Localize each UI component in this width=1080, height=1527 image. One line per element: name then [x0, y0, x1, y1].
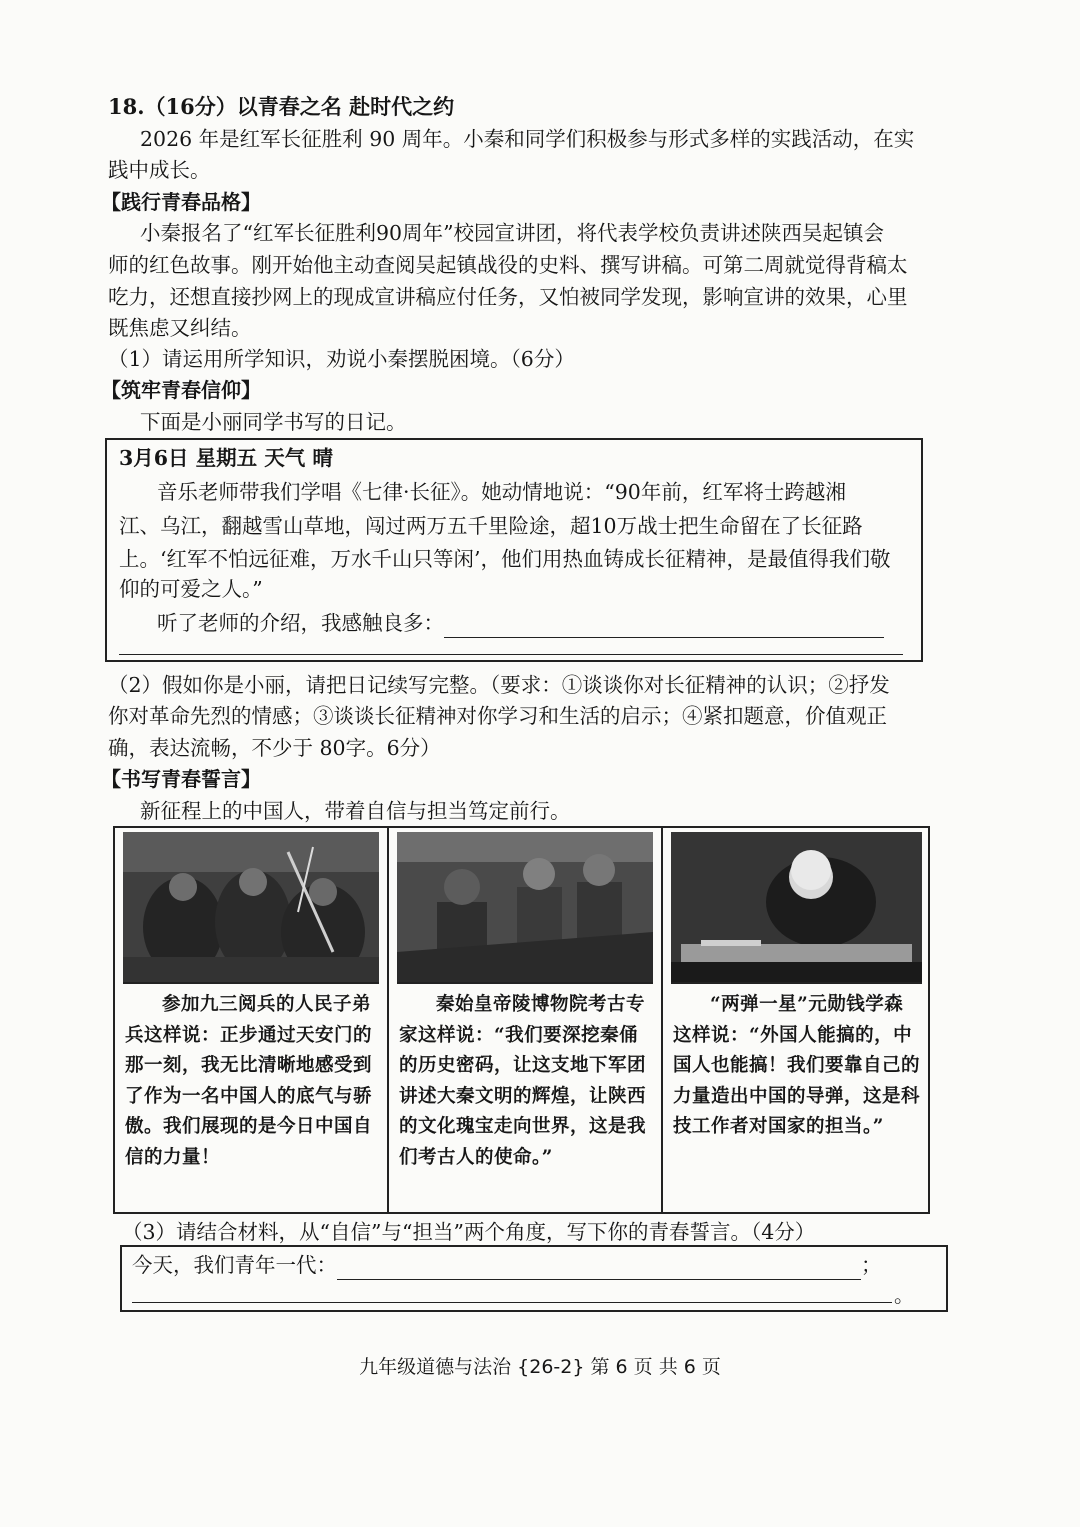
diary-line-1: 音乐老师带我们学唱《七律·长征》。她动情地说：“90年前，红军将士跨越湘: [157, 480, 846, 504]
quote-soldier: 参加九三阅兵的人民子弟兵这样说：正步通过天安门的那一刻，我无比清晰地感受到了作为一名中国人的底气与骄傲。我们展现的是今日中国自信的力量！: [125, 994, 373, 1168]
sub-question-3: （3）请结合材料，从“自信”与“担当”两个角度，写下你的青春誓言。（4分）: [122, 1220, 816, 1244]
oath-answer-box: [120, 1245, 948, 1312]
sub-question-2-line-1: （2）假如你是小丽，请把日记续写完整。（要求：①谈谈你对长征精神的认识；②抒发: [108, 673, 890, 697]
sub-question-2-line-3: 确，表达流畅，不少于 80字。6分）: [108, 736, 441, 760]
terracotta-warriors-photo: [397, 832, 653, 984]
diary-answer-line-2[interactable]: [119, 654, 903, 655]
answer-prefix: 今天，我们青年一代：: [132, 1253, 337, 1277]
section1-line-3: 吃力，还想直接抄网上的现成宣讲稿应付任务，又怕被同学发现，影响宣讲的效果，心里: [108, 285, 908, 309]
diary-intro: 下面是小丽同学书写的日记。: [140, 410, 407, 434]
section-heading-3: 【书写青春誓言】: [101, 767, 261, 791]
diary-date: 3月6日 星期五 天气 晴: [119, 446, 333, 470]
material-column-1: [115, 828, 387, 1212]
section-heading-1: 【践行青春品格】: [101, 190, 261, 214]
sub-question-1: （1）请运用所学知识，劝说小秦摆脱困境。（6分）: [108, 347, 575, 371]
material-intro: 新征程上的中国人，带着自信与担当笃定前行。: [140, 799, 571, 823]
diary-prompt: 听了老师的介绍，我感触良多：: [157, 611, 444, 635]
oath-answer-line-2[interactable]: [132, 1302, 892, 1303]
diary-line-2: 江、乌江，翻越雪山草地，闯过两万五千里险途，超10万战士把生命留在了长征路: [119, 514, 863, 538]
intro-line-1: 2026 年是红军长征胜利 90 周年。小秦和同学们积极参与形式多样的实践活动，在实: [140, 127, 915, 151]
answer-period: 。: [894, 1283, 914, 1307]
sub-question-2-line-2: 你对革命先烈的情感；③谈谈长征精神对你学习和生活的启示；④紧扣题意，价值观正: [108, 704, 887, 728]
quote-qian-xuesen: “两弹一星”元勋钱学森这样说：“外国人能搞的，中国人也能搞！我们要靠自己的力量造出中国的导弹，这是科技工作者对国家的担当。”: [673, 994, 921, 1137]
parade-soldiers-photo: [123, 832, 379, 984]
material-table: [113, 826, 930, 1214]
material-column-3: [661, 828, 930, 1212]
section1-line-4: 既焦虑又纠结。: [108, 316, 252, 340]
diary-answer-line-1[interactable]: [444, 615, 884, 638]
oath-answer-line-1[interactable]: [337, 1257, 861, 1280]
section-heading-2: 【筑牢青春信仰】: [101, 378, 261, 402]
diary-line-4: 仰的可爱之人。”: [119, 577, 263, 601]
material-column-2: [387, 828, 661, 1212]
qian-xuesen-photo: [671, 832, 922, 984]
page-footer: 九年级道德与法治 {26-2} 第 6 页 共 6 页: [359, 1356, 721, 1378]
diary-line-3: 上。‘红军不怕远征难，万水千山只等闲’，他们用热血铸成长征精神，是最值得我们敬: [119, 547, 891, 571]
section1-line-2: 师的红色故事。刚开始他主动查阅吴起镇战役的史料、撰写讲稿。可第二周就觉得背稿太: [108, 253, 908, 277]
quote-archaeologist: 秦始皇帝陵博物院考古专家这样说：“我们要深挖秦俑的历史密码，让这支地下军团讲述大秦文明的辉煌，让陕西的文化瑰宝走向世界，这是我们考古人的使命。”: [399, 994, 647, 1168]
diary-box: [105, 438, 923, 662]
answer-semicolon: ；: [861, 1253, 882, 1277]
question-title: 18.（16分）以青春之名 赴时代之约: [108, 94, 455, 119]
intro-line-2: 践中成长。: [108, 158, 211, 182]
section1-line-1: 小秦报名了“红军长征胜利90周年”校园宣讲团，将代表学校负责讲述陕西吴起镇会: [140, 221, 885, 245]
